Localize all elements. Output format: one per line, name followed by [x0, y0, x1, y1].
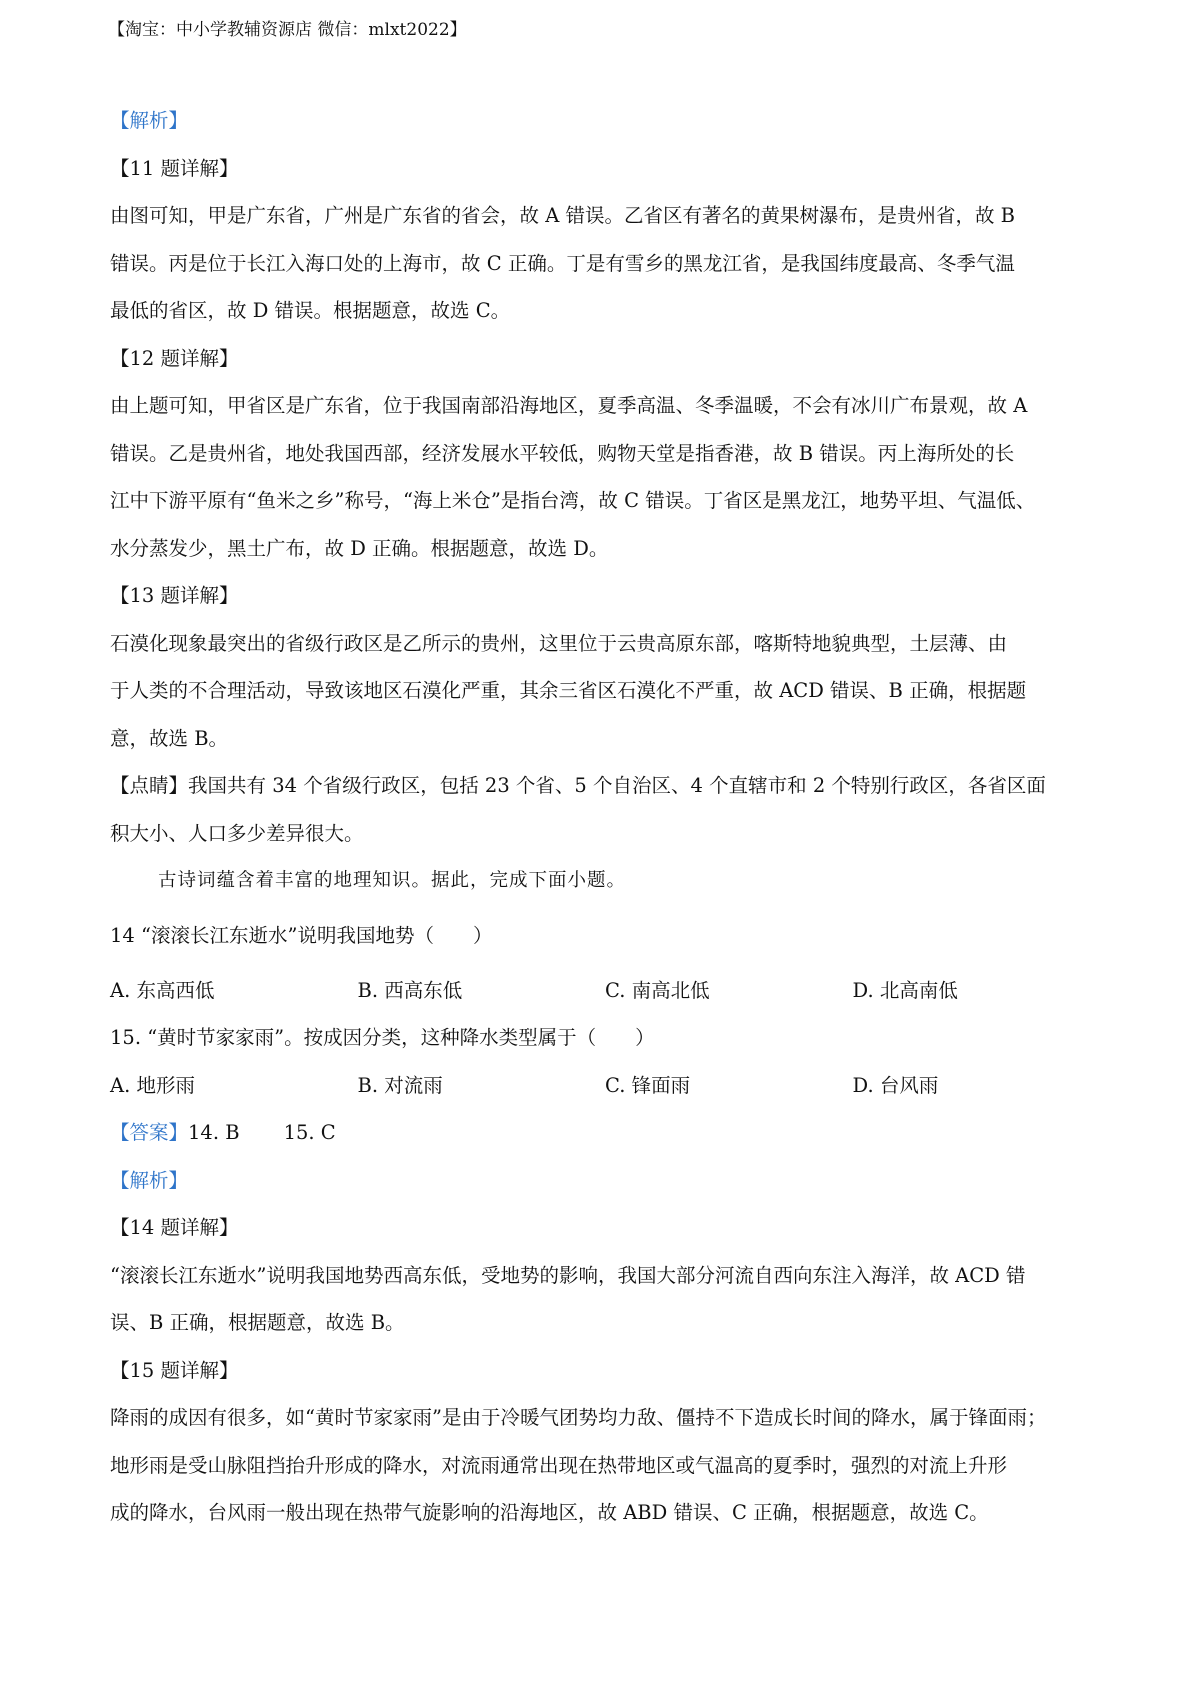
- option-c: C. 锋面雨: [605, 1073, 691, 1097]
- question-group-intro: 古诗词蕴含着丰富的地理知识。据此，完成下面小题。: [158, 870, 627, 891]
- paragraph-line: 成的降水，台风雨一般出现在热带气旋影响的沿海地区，故 ABD 错误、C 正确，根据题意，故选 C。: [110, 1501, 989, 1524]
- document-body: [110, 97, 1100, 1537]
- tip-paragraph-line: 【点睛】我国共有 34 个省级行政区，包括 23 个省、5 个自治区、4 个直辖市和 2 个特别行政区，各省区面: [110, 774, 1046, 797]
- analysis-heading: 【解析】: [110, 1168, 189, 1192]
- option-d: D. 台风雨: [852, 1073, 939, 1097]
- question-stem: 15. “黄时节家家雨”。按成因分类，这种降水类型属于（ ）: [110, 1026, 655, 1049]
- option-c: C. 南高北低: [605, 978, 710, 1002]
- paragraph-line: “滚滚长江东逝水”说明我国地势西高东低，受地势的影响，我国大部分河流自西向东注入海洋，故 ACD 错: [110, 1263, 1026, 1287]
- paragraph-line: 最低的省区，故 D 错误。根据题意，故选 C。: [110, 299, 511, 322]
- paragraph-line: 错误。丙是位于长江入海口处的上海市，故 C 正确。丁是有雪乡的黑龙江省，是我国纬度最高、冬季气温: [110, 251, 1015, 275]
- option-a: A. 地形雨: [110, 1073, 195, 1097]
- answer-label: 【答案】: [110, 1121, 189, 1144]
- paragraph-line: 水分蒸发少，黑土广布，故 D 正确。根据题意，故选 D。: [110, 536, 609, 560]
- question-15: [110, 1014, 1100, 1109]
- paragraph-line: 降雨的成因有很多，如“黄时节家家雨”是由于冷暖气团势均力敌、僵持不下造成长时间的降水，属于锋面雨；: [110, 1406, 1047, 1429]
- answer-15: 15. C: [283, 1121, 336, 1144]
- paragraph-line: 由图可知，甲是广东省，广州是广东省的省会，故 A 错误。乙省区有著名的黄果树瀑布，是贵州省，故 B: [110, 204, 1016, 227]
- detail-heading-15: 【15 题详解】: [110, 1358, 239, 1382]
- paragraph-line: 石漠化现象最突出的省级行政区是乙所示的贵州，这里位于云贵高原东部，喀斯特地貌典型，土层薄、由: [110, 631, 1008, 655]
- page-header: 【淘宝：中小学教辅资源店 微信：mlxt2022】: [108, 20, 467, 40]
- question-14: [110, 905, 1100, 1015]
- option-a: A. 东高西低: [110, 978, 215, 1002]
- option-d: D. 北高南低: [852, 978, 958, 1002]
- tip-paragraph-line: 积大小、人口多少差异很大。: [110, 821, 364, 845]
- detail-heading-13: 【13 题详解】: [110, 584, 239, 607]
- detail-heading-14: 【14 题详解】: [110, 1216, 239, 1239]
- option-row: [110, 967, 1100, 1015]
- paragraph-line: 误、B 正确，根据题意，故选 B。: [110, 1311, 405, 1334]
- detail-heading-11: 【11 题详解】: [110, 156, 239, 180]
- analysis-heading: 【解析】: [110, 109, 189, 132]
- paragraph-line: 于人类的不合理活动，导致该地区石漠化严重，其余三省区石漠化不严重，故 ACD 错误、B 正确，根据题: [110, 679, 1027, 702]
- paragraph-line: 由上题可知，甲省区是广东省，位于我国南部沿海地区，夏季高温、冬季温暖，不会有冰川广布景观，故 A: [110, 394, 1028, 417]
- answer-line: [110, 1109, 1100, 1157]
- option-row: [110, 1062, 1100, 1110]
- paragraph-line: 江中下游平原有“鱼米之乡”称号，“海上米仓”是指台湾，故 C 错误。丁省区是黑龙江，地势平坦、气温低、: [110, 489, 1036, 512]
- option-b: B. 西高东低: [357, 978, 463, 1002]
- paragraph-line: 地形雨是受山脉阻挡抬升形成的降水，对流雨通常出现在热带地区或气温高的夏季时，强烈的对流上升形: [110, 1453, 1008, 1477]
- option-b: B. 对流雨: [357, 1073, 443, 1097]
- paragraph-line: 意，故选 B。: [110, 726, 229, 750]
- analysis-section-1: [110, 97, 1100, 905]
- detail-heading-12: 【12 题详解】: [110, 346, 239, 370]
- answer-14: 14. B: [188, 1121, 240, 1144]
- analysis-section-2: [110, 1157, 1100, 1537]
- paragraph-line: 错误。乙是贵州省，地处我国西部，经济发展水平较低，购物天堂是指香港，故 B 错误。丙上海所处的长: [110, 441, 1015, 465]
- question-stem: 14 “滚滚长江东逝水”说明我国地势（ ）: [110, 923, 493, 947]
